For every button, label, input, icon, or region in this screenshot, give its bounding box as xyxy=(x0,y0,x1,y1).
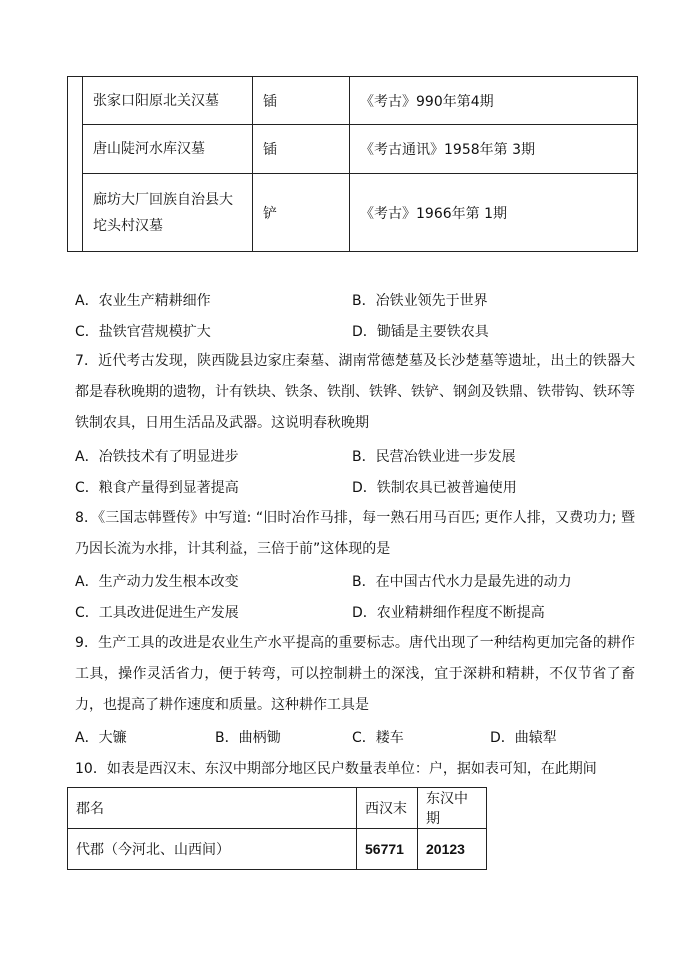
source-cell: 《考古》990年第4期 xyxy=(350,77,638,125)
column-header-commandery: 郡名 xyxy=(68,788,357,829)
western-han-cell: 56771 xyxy=(357,829,418,870)
table-row xyxy=(68,829,487,870)
table-row xyxy=(68,125,638,174)
commandery-cell: 代郡（今河北、山西间） xyxy=(68,829,357,870)
source-cell: 《考古》1966年第 1期 xyxy=(350,174,638,252)
column-header-eastern-han: 东汉中期 xyxy=(418,788,487,829)
merged-category-cell xyxy=(68,77,83,252)
q6-option-b: B．冶铁业领先于世界 xyxy=(352,293,488,309)
q7-option-d: D．铁制农具已被普遍使用 xyxy=(352,480,517,496)
table-row xyxy=(68,77,638,125)
q10-stem: 10．如表是西汉末、东汉中期部分地区民户数量表单位：户，据如表可知，在此期间 xyxy=(75,761,597,777)
source-cell: 《考古通讯》1958年第 3期 xyxy=(350,125,638,174)
site-cell: 唐山陡河水库汉墓 xyxy=(83,125,253,174)
q7-option-a: A．冶铁技术有了明显进步 xyxy=(75,449,239,465)
q8-option-b: B．在中国古代水力是最先进的动力 xyxy=(352,574,572,590)
q6-option-d: D．锄锸是主要铁农具 xyxy=(352,324,489,340)
excavation-table xyxy=(67,76,638,252)
eastern-han-cell: 20123 xyxy=(418,829,487,870)
q9-stem: 9．生产工具的改进是农业生产水平提高的重要标志。唐代出现了一种结构更加完备的耕作工具，操作灵活省力，便于转弯，可以控制耕土的深浅，宜于深耕和精耕，不仅节省了畜力，也提高了耕作速度和质量。这种耕作工具是 xyxy=(75,635,635,713)
q8-option-a: A．生产动力发生根本改变 xyxy=(75,574,239,590)
tool-cell: 锸 xyxy=(253,77,350,125)
site-cell: 廊坊大厂回族自治县大坨头村汉墓 xyxy=(83,174,253,252)
q8-option-c: C．工具改进促进生产发展 xyxy=(75,605,239,621)
q8-stem: 8．《三国志韩暨传》中写道: “旧时冶作马排，每一熟石用马百匹; 更作人排，又费功力; 暨乃因长流为水排，计其利益，三倍于前”这体现的是 xyxy=(75,510,635,557)
q7-stem: 7．近代考古发现，陕西陇县边家庄秦墓、湖南常德楚墓及长沙楚墓等遗址，出土的铁器大都是春秋晚期的遗物，计有铁块、铁条、铁削、铁铧、铁铲、钢剑及铁鼎、铁带钩、铁环等铁制农具，日用生活品及武器。这说明春秋晚期 xyxy=(75,353,635,431)
column-header-western-han: 西汉末 xyxy=(357,788,418,829)
q6-option-c: C．盐铁官营规模扩大 xyxy=(75,324,211,340)
q7-option-b: B．民营冶铁业进一步发展 xyxy=(352,449,516,465)
q9-option-a: A．大镰 xyxy=(75,730,127,746)
table-header-row xyxy=(68,788,487,829)
q7-option-c: C．粮食产量得到显著提高 xyxy=(75,480,239,496)
tool-cell: 铲 xyxy=(253,174,350,252)
q9-option-c: C．耧车 xyxy=(352,730,404,746)
q9-option-d: D．曲辕犁 xyxy=(490,730,557,746)
q6-option-a: A．农业生产精耕细作 xyxy=(75,293,211,309)
population-table xyxy=(67,787,487,870)
tool-cell: 锸 xyxy=(253,125,350,174)
table-row xyxy=(68,174,638,252)
q8-option-d: D．农业精耕细作程度不断提高 xyxy=(352,605,545,621)
site-cell: 张家口阳原北关汉墓 xyxy=(83,77,253,125)
q9-option-b: B．曲柄锄 xyxy=(215,730,281,746)
